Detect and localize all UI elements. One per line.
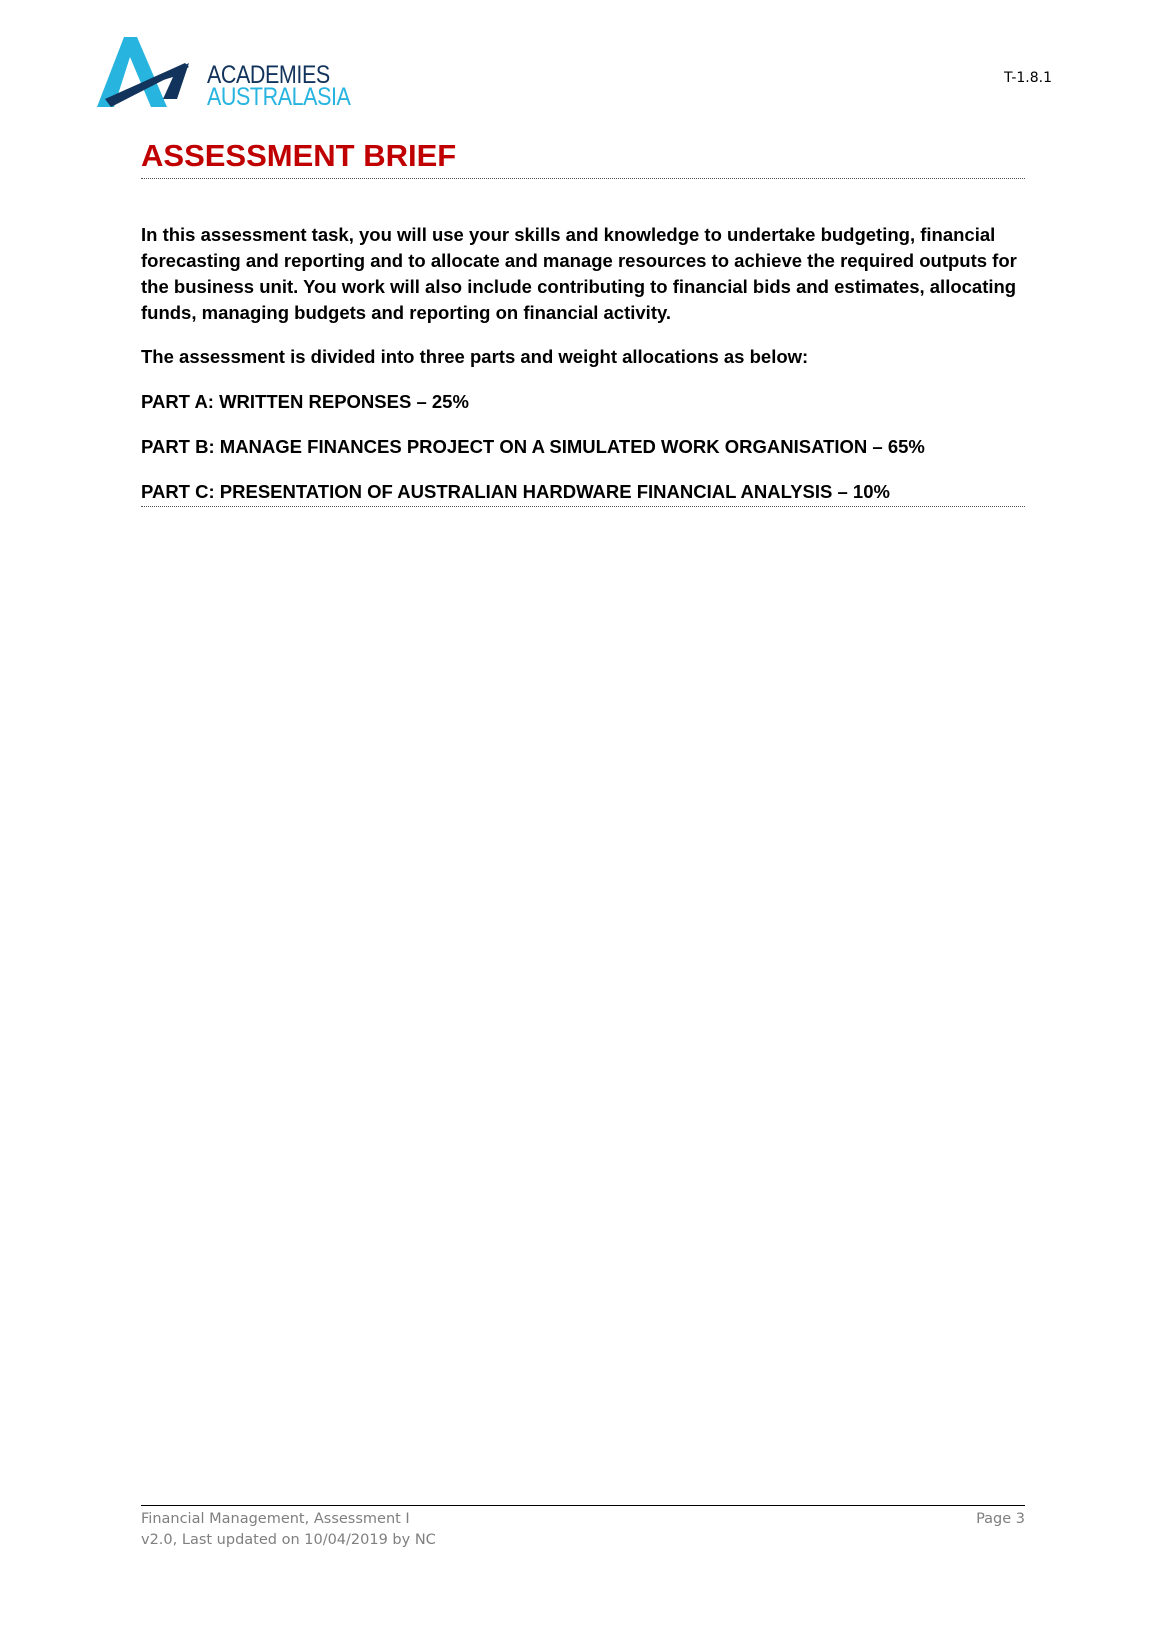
page-footer [141,1505,1025,1551]
academies-australasia-logo [97,37,351,111]
part-a-heading: PART A: WRITTEN REPONSES – 25% [141,391,469,412]
logo-text-australasia: AUSTRALASIA [207,83,351,111]
part-b-heading: PART B: MANAGE FINANCES PROJECT ON A SIMULATED WORK ORGANISATION – 65% [141,436,925,457]
part-c-heading: PART C: PRESENTATION OF AUSTRALIAN HARDWARE FINANCIAL ANALYSIS – 10% [141,479,1025,507]
document-code: T-1.8.1 [1004,70,1052,86]
logo-mark-icon [97,37,197,111]
parts-lead-paragraph: The assessment is divided into three parts and weight allocations as below: [141,346,809,367]
page-number: Page 3 [976,1511,1025,1527]
assessment-brief-body [141,222,1025,507]
page-title: ASSESSMENT BRIEF [141,138,1025,179]
footer-version: v2.0, Last updated on 10/04/2019 by NC [141,1532,436,1548]
intro-paragraph: In this assessment task, you will use your skills and knowledge to undertake budgeting, financial forecasting and reporting and to allocate and manage resources to achieve the required outputs for the business unit. You work will also include contributing to financial bids and estimates, allocating funds, managing budgets and reporting on financial activity. [141,224,1017,323]
footer-course-title: Financial Management, Assessment I [141,1511,410,1527]
logo-text-academies: ACADEMIES [207,61,330,89]
